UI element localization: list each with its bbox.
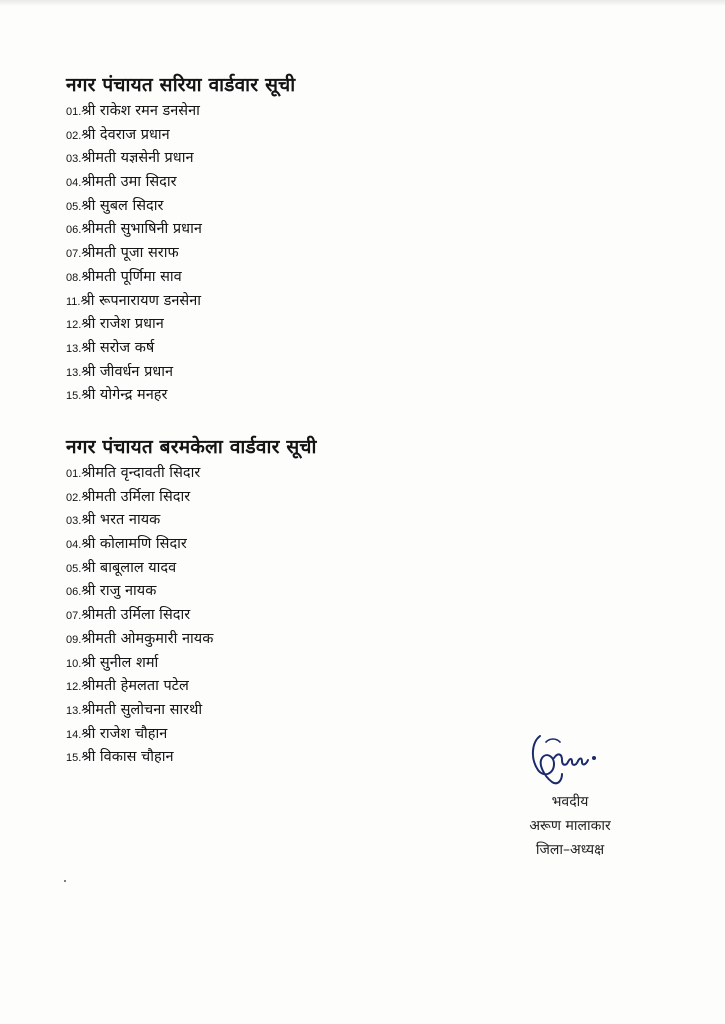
entry-name: श्री योगेन्द्र मनहर	[81, 387, 168, 404]
entry-number: 13.	[66, 704, 82, 717]
entry-number: 02.	[66, 491, 82, 504]
list-item	[66, 313, 295, 337]
entry-list	[66, 462, 317, 770]
entry-number: 05.	[66, 562, 82, 575]
entry-number: 11.	[66, 295, 81, 308]
entry-name: श्री राजेश प्रधान	[81, 316, 164, 333]
entry-number: 07.	[66, 610, 82, 623]
entry-number: 03.	[66, 153, 82, 166]
list-item	[66, 746, 317, 770]
entry-name: श्रीमती सुभाषिनी प्रधान	[81, 221, 202, 238]
signatory-name: अरूण मालाकार	[529, 818, 611, 834]
entry-name: श्री जीवर्धन प्रधान	[81, 363, 174, 380]
signature-block	[490, 728, 650, 862]
entry-name: श्रीमति वृन्दावती सिदार	[81, 465, 201, 481]
entry-number: 06.	[66, 224, 82, 237]
entry-number: 09.	[66, 633, 82, 646]
list-item	[66, 723, 317, 747]
section-sariya	[66, 72, 295, 408]
list-item	[66, 124, 295, 148]
list-item	[66, 580, 317, 604]
entry-number: 08.	[66, 271, 82, 284]
entry-name: श्री रूपनारायण डनसेना	[80, 292, 202, 309]
list-item	[66, 486, 317, 510]
handwritten-signature	[510, 728, 630, 790]
entry-number: 15.	[66, 390, 82, 403]
entry-number: 10.	[66, 657, 82, 670]
entry-name: श्री सुबल सिदार	[81, 197, 164, 214]
list-item	[66, 266, 295, 290]
entry-number: 02.	[66, 129, 82, 142]
list-item	[66, 628, 317, 652]
list-item	[66, 337, 295, 361]
list-item	[66, 195, 295, 219]
list-item	[66, 509, 317, 533]
list-item	[66, 242, 295, 266]
scan-speck	[64, 880, 66, 882]
entry-name: श्रीमती हेमलता पटेल	[81, 678, 189, 695]
entry-name: श्री कोलामणि सिदार	[81, 536, 187, 553]
list-item	[66, 290, 295, 314]
entry-name: श्री सुनील शर्मा	[81, 654, 159, 671]
entry-list	[66, 100, 295, 408]
entry-number: 04.	[66, 539, 82, 552]
entry-number: 13.	[66, 342, 82, 355]
entry-number: 13.	[66, 366, 82, 379]
list-item	[66, 533, 317, 557]
section-barmkela	[66, 434, 317, 770]
entry-number: 12.	[66, 681, 82, 694]
list-item	[66, 384, 295, 408]
entry-name: श्री देवराज प्रधान	[81, 126, 170, 143]
entry-name: श्रीमती उमा सिदार	[81, 174, 177, 191]
section-title: नगर पंचायत सरिया वार्डवार सूची	[66, 74, 296, 96]
entry-name: श्रीमती पूजा सराफ	[81, 245, 179, 262]
entry-number: 03.	[66, 515, 82, 528]
list-item	[66, 218, 295, 242]
list-item	[66, 100, 295, 124]
entry-name: श्रीमती उर्मिला सिदार	[81, 488, 191, 505]
list-item	[66, 462, 317, 486]
list-item	[66, 604, 317, 628]
entry-name: श्री भरत नायक	[81, 512, 161, 529]
entry-name: श्री राजु नायक	[81, 583, 157, 600]
list-item	[66, 699, 317, 723]
entry-name: श्री बाबूलाल यादव	[81, 559, 177, 576]
entry-number: 12.	[66, 319, 82, 332]
entry-number: 04.	[66, 177, 82, 190]
closing-text: भवदीय	[551, 794, 589, 810]
entry-name: श्रीमती सुलोचना सारथी	[81, 701, 203, 718]
section-title: नगर पंचायत बरमकेला वार्डवार सूची	[66, 436, 317, 458]
list-item	[66, 557, 317, 581]
entry-number: 05.	[66, 200, 82, 213]
entry-name: श्री राकेश रमन डनसेना	[81, 103, 200, 119]
list-item	[66, 361, 295, 385]
entry-number: 06.	[66, 586, 82, 599]
scan-edge-shadow	[0, 0, 725, 6]
list-item	[66, 652, 317, 676]
list-item	[66, 171, 295, 195]
entry-name: श्रीमती पूर्णिमा साव	[81, 268, 182, 285]
entry-number: 15.	[66, 752, 82, 765]
entry-name: श्री विकास चौहान	[81, 749, 174, 766]
entry-number: 01.	[66, 468, 82, 480]
entry-name: श्री सरोज कर्ष	[81, 339, 155, 356]
entry-number: 14.	[66, 728, 82, 741]
entry-number: 01.	[66, 106, 82, 118]
entry-name: श्री राजेश चौहान	[81, 725, 168, 742]
entry-number: 07.	[66, 248, 82, 261]
entry-name: श्रीमती उर्मिला सिदार	[81, 607, 191, 624]
signatory-designation: जिला–अध्यक्ष	[535, 842, 605, 858]
entry-name: श्रीमती ओमकुमारी नायक	[81, 630, 214, 647]
list-item	[66, 147, 295, 171]
list-item	[66, 675, 317, 699]
entry-name: श्रीमती यज्ञसेनी प्रधान	[81, 150, 194, 167]
